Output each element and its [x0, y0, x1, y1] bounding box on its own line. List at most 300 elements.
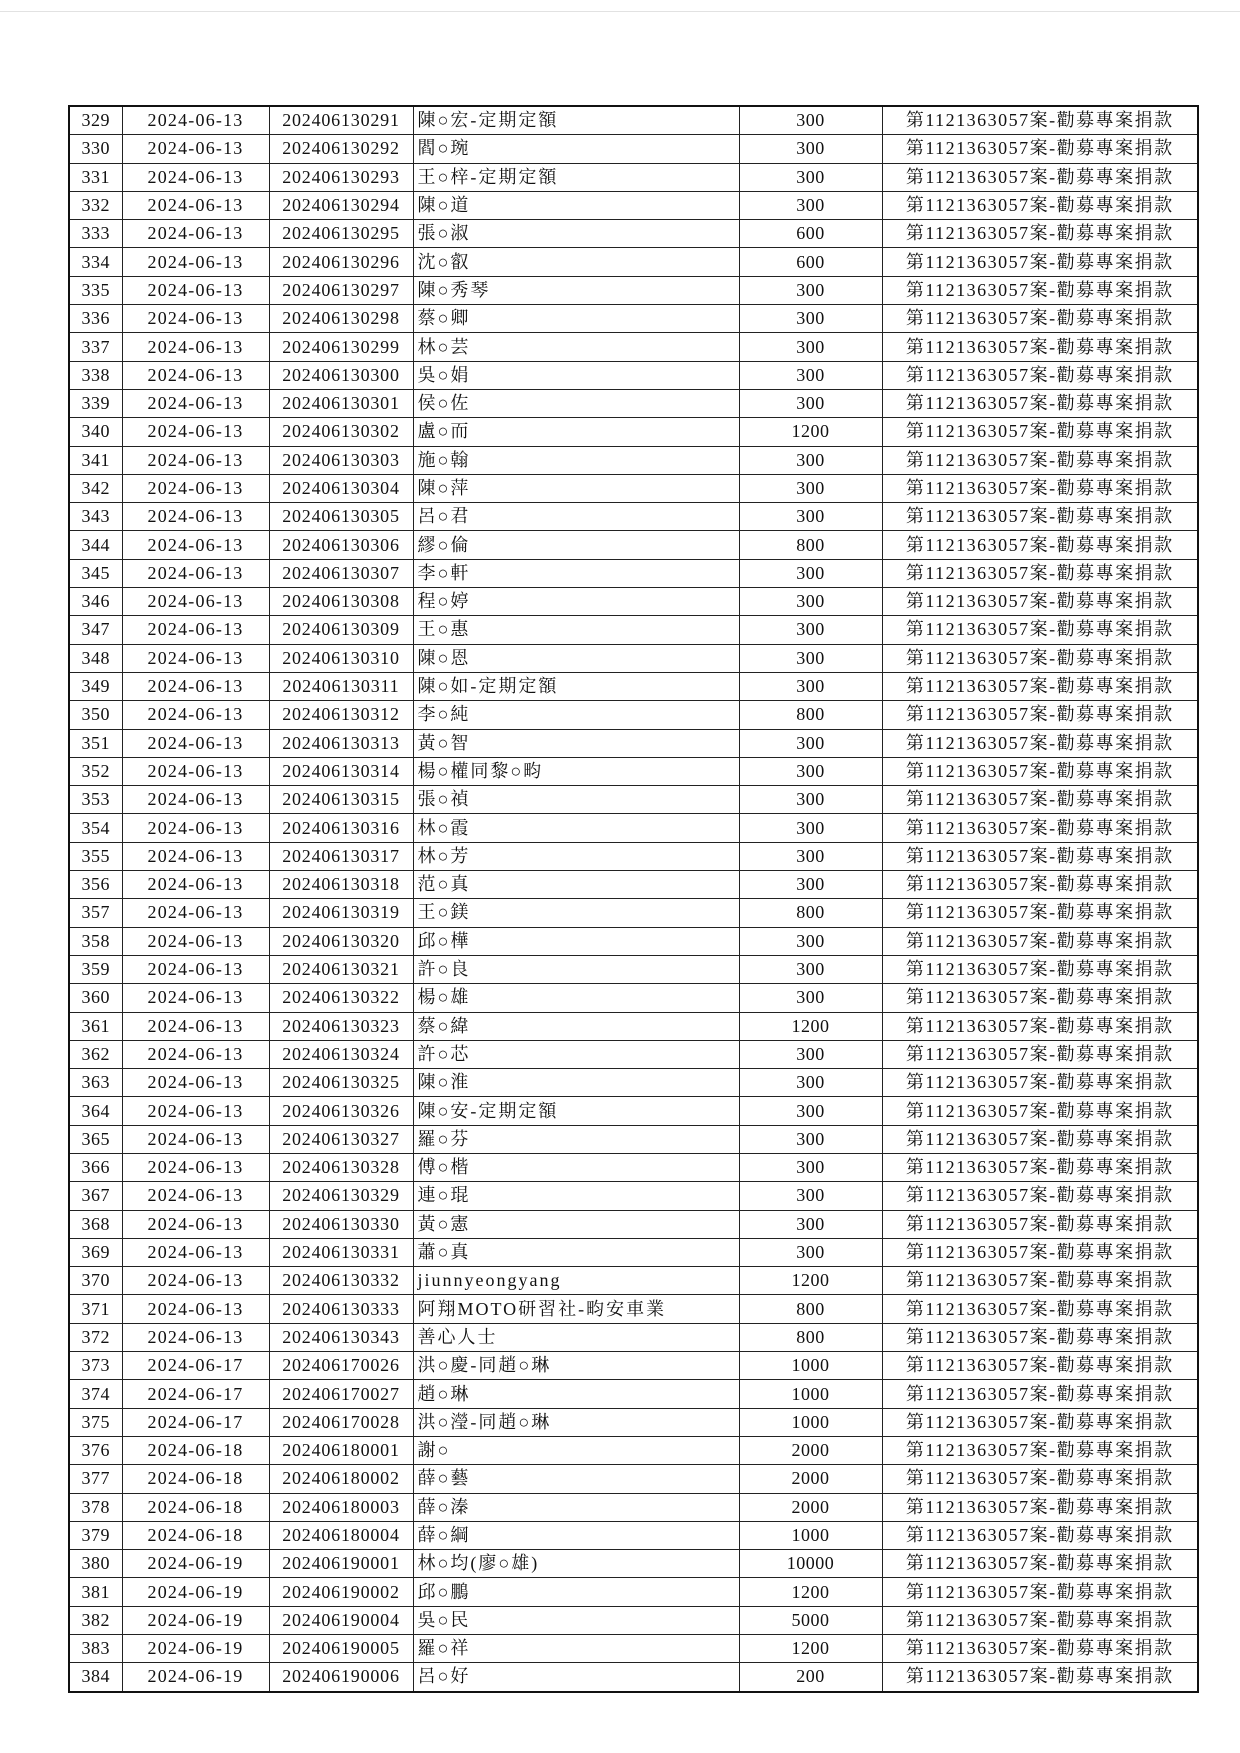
table-row — [69, 531, 1198, 559]
table-row — [69, 1182, 1198, 1210]
table-row — [69, 616, 1198, 644]
cell-purpose: 第1121363057案-勸募專案捐款 — [882, 644, 1198, 672]
cell-date: 2024-06-13 — [122, 305, 269, 333]
cell-receipt-no: 202406130301 — [269, 389, 413, 417]
cell-no: 338 — [69, 361, 122, 389]
table-row — [69, 1210, 1198, 1238]
cell-receipt-no: 202406170027 — [269, 1380, 413, 1408]
table-row — [69, 220, 1198, 248]
cell-receipt-no: 202406130317 — [269, 842, 413, 870]
table-row — [69, 1606, 1198, 1634]
cell-receipt-no: 202406130291 — [269, 106, 413, 135]
cell-date: 2024-06-13 — [122, 474, 269, 502]
cell-purpose: 第1121363057案-勸募專案捐款 — [882, 842, 1198, 870]
cell-purpose: 第1121363057案-勸募專案捐款 — [882, 588, 1198, 616]
cell-no: 371 — [69, 1295, 122, 1323]
cell-receipt-no: 202406170028 — [269, 1408, 413, 1436]
table-row — [69, 814, 1198, 842]
cell-no: 332 — [69, 191, 122, 219]
table-row — [69, 106, 1198, 135]
table-row — [69, 1097, 1198, 1125]
cell-purpose: 第1121363057案-勸募專案捐款 — [882, 1606, 1198, 1634]
table-row — [69, 984, 1198, 1012]
cell-no: 331 — [69, 163, 122, 191]
cell-receipt-no: 202406130326 — [269, 1097, 413, 1125]
cell-donor-name: 沈○叡 — [413, 248, 739, 276]
cell-date: 2024-06-13 — [122, 786, 269, 814]
cell-donor-name: 陳○道 — [413, 191, 739, 219]
cell-purpose: 第1121363057案-勸募專案捐款 — [882, 191, 1198, 219]
cell-receipt-no: 202406130329 — [269, 1182, 413, 1210]
cell-amount: 1000 — [739, 1521, 882, 1549]
cell-donor-name: 蔡○緯 — [413, 1012, 739, 1040]
cell-donor-name: 侯○佐 — [413, 389, 739, 417]
cell-amount: 800 — [739, 531, 882, 559]
cell-amount: 2000 — [739, 1493, 882, 1521]
cell-no: 372 — [69, 1323, 122, 1351]
table-row — [69, 1578, 1198, 1606]
cell-date: 2024-06-17 — [122, 1352, 269, 1380]
cell-date: 2024-06-13 — [122, 899, 269, 927]
cell-no: 375 — [69, 1408, 122, 1436]
cell-donor-name: 呂○君 — [413, 503, 739, 531]
cell-purpose: 第1121363057案-勸募專案捐款 — [882, 474, 1198, 502]
cell-donor-name: 薛○綱 — [413, 1521, 739, 1549]
cell-donor-name: 閻○琬 — [413, 135, 739, 163]
scan-edge-line — [0, 11, 1240, 12]
cell-amount: 300 — [739, 1238, 882, 1266]
cell-amount: 2000 — [739, 1436, 882, 1464]
cell-receipt-no: 202406130312 — [269, 701, 413, 729]
cell-purpose: 第1121363057案-勸募專案捐款 — [882, 361, 1198, 389]
table-row — [69, 899, 1198, 927]
cell-donor-name: 許○芯 — [413, 1040, 739, 1068]
cell-date: 2024-06-13 — [122, 1125, 269, 1153]
cell-amount: 300 — [739, 1097, 882, 1125]
cell-receipt-no: 202406190002 — [269, 1578, 413, 1606]
cell-amount: 300 — [739, 474, 882, 502]
cell-date: 2024-06-13 — [122, 446, 269, 474]
cell-date: 2024-06-13 — [122, 1012, 269, 1040]
cell-donor-name: 傅○楷 — [413, 1153, 739, 1181]
cell-no: 366 — [69, 1153, 122, 1181]
cell-receipt-no: 202406130311 — [269, 672, 413, 700]
table-row — [69, 786, 1198, 814]
table-row — [69, 842, 1198, 870]
cell-no: 380 — [69, 1550, 122, 1578]
cell-no: 384 — [69, 1663, 122, 1692]
cell-donor-name: 黃○智 — [413, 729, 739, 757]
cell-no: 334 — [69, 248, 122, 276]
cell-date: 2024-06-13 — [122, 276, 269, 304]
cell-date: 2024-06-13 — [122, 757, 269, 785]
cell-purpose: 第1121363057案-勸募專案捐款 — [882, 106, 1198, 135]
cell-receipt-no: 202406130333 — [269, 1295, 413, 1323]
cell-purpose: 第1121363057案-勸募專案捐款 — [882, 305, 1198, 333]
cell-date: 2024-06-13 — [122, 1069, 269, 1097]
table-row — [69, 333, 1198, 361]
cell-receipt-no: 202406130309 — [269, 616, 413, 644]
cell-purpose: 第1121363057案-勸募專案捐款 — [882, 955, 1198, 983]
cell-date: 2024-06-13 — [122, 559, 269, 587]
cell-no: 357 — [69, 899, 122, 927]
cell-amount: 300 — [739, 1182, 882, 1210]
cell-purpose: 第1121363057案-勸募專案捐款 — [882, 333, 1198, 361]
cell-date: 2024-06-13 — [122, 1153, 269, 1181]
cell-purpose: 第1121363057案-勸募專案捐款 — [882, 1267, 1198, 1295]
cell-receipt-no: 202406130304 — [269, 474, 413, 502]
cell-purpose: 第1121363057案-勸募專案捐款 — [882, 757, 1198, 785]
cell-amount: 300 — [739, 333, 882, 361]
cell-donor-name: 薛○藝 — [413, 1465, 739, 1493]
cell-date: 2024-06-18 — [122, 1465, 269, 1493]
cell-purpose: 第1121363057案-勸募專案捐款 — [882, 672, 1198, 700]
table-row — [69, 446, 1198, 474]
cell-donor-name: 羅○祥 — [413, 1635, 739, 1663]
cell-date: 2024-06-18 — [122, 1521, 269, 1549]
table-row — [69, 1521, 1198, 1549]
cell-date: 2024-06-13 — [122, 1295, 269, 1323]
cell-no: 344 — [69, 531, 122, 559]
cell-donor-name: jiunnyeongyang — [413, 1267, 739, 1295]
cell-date: 2024-06-19 — [122, 1663, 269, 1692]
cell-purpose: 第1121363057案-勸募專案捐款 — [882, 871, 1198, 899]
cell-date: 2024-06-13 — [122, 1323, 269, 1351]
cell-amount: 300 — [739, 814, 882, 842]
cell-amount: 300 — [739, 305, 882, 333]
cell-no: 345 — [69, 559, 122, 587]
cell-date: 2024-06-13 — [122, 1040, 269, 1068]
cell-date: 2024-06-13 — [122, 389, 269, 417]
cell-date: 2024-06-19 — [122, 1606, 269, 1634]
cell-amount: 1000 — [739, 1380, 882, 1408]
cell-donor-name: 呂○好 — [413, 1663, 739, 1692]
cell-no: 360 — [69, 984, 122, 1012]
donation-table — [68, 105, 1199, 1693]
cell-no: 369 — [69, 1238, 122, 1266]
table-row — [69, 955, 1198, 983]
cell-date: 2024-06-13 — [122, 984, 269, 1012]
cell-amount: 300 — [739, 135, 882, 163]
cell-donor-name: 陳○如-定期定額 — [413, 672, 739, 700]
cell-date: 2024-06-17 — [122, 1380, 269, 1408]
cell-amount: 1000 — [739, 1408, 882, 1436]
cell-date: 2024-06-13 — [122, 1182, 269, 1210]
cell-no: 383 — [69, 1635, 122, 1663]
table-row — [69, 305, 1198, 333]
cell-amount: 1200 — [739, 1578, 882, 1606]
table-row — [69, 1295, 1198, 1323]
cell-receipt-no: 202406130310 — [269, 644, 413, 672]
cell-receipt-no: 202406130302 — [269, 418, 413, 446]
cell-date: 2024-06-19 — [122, 1578, 269, 1606]
table-row — [69, 1635, 1198, 1663]
table-row — [69, 644, 1198, 672]
cell-no: 333 — [69, 220, 122, 248]
cell-no: 336 — [69, 305, 122, 333]
cell-purpose: 第1121363057案-勸募專案捐款 — [882, 1352, 1198, 1380]
cell-no: 381 — [69, 1578, 122, 1606]
cell-amount: 1000 — [739, 1352, 882, 1380]
cell-amount: 300 — [739, 1069, 882, 1097]
cell-donor-name: 盧○而 — [413, 418, 739, 446]
cell-receipt-no: 202406180002 — [269, 1465, 413, 1493]
cell-purpose: 第1121363057案-勸募專案捐款 — [882, 1238, 1198, 1266]
cell-purpose: 第1121363057案-勸募專案捐款 — [882, 984, 1198, 1012]
cell-no: 343 — [69, 503, 122, 531]
cell-date: 2024-06-13 — [122, 1097, 269, 1125]
cell-no: 359 — [69, 955, 122, 983]
cell-donor-name: 李○軒 — [413, 559, 739, 587]
cell-donor-name: 楊○權同黎○畇 — [413, 757, 739, 785]
cell-date: 2024-06-13 — [122, 135, 269, 163]
cell-donor-name: 蔡○卿 — [413, 305, 739, 333]
table-row — [69, 588, 1198, 616]
cell-receipt-no: 202406130299 — [269, 333, 413, 361]
cell-purpose: 第1121363057案-勸募專案捐款 — [882, 927, 1198, 955]
cell-amount: 1200 — [739, 418, 882, 446]
cell-purpose: 第1121363057案-勸募專案捐款 — [882, 1635, 1198, 1663]
cell-purpose: 第1121363057案-勸募專案捐款 — [882, 1493, 1198, 1521]
cell-purpose: 第1121363057案-勸募專案捐款 — [882, 531, 1198, 559]
cell-donor-name: 程○婷 — [413, 588, 739, 616]
cell-receipt-no: 202406130318 — [269, 871, 413, 899]
cell-donor-name: 林○均(廖○雄) — [413, 1550, 739, 1578]
cell-receipt-no: 202406130298 — [269, 305, 413, 333]
cell-receipt-no: 202406170026 — [269, 1352, 413, 1380]
cell-no: 376 — [69, 1436, 122, 1464]
cell-no: 341 — [69, 446, 122, 474]
cell-purpose: 第1121363057案-勸募專案捐款 — [882, 1012, 1198, 1040]
cell-purpose: 第1121363057案-勸募專案捐款 — [882, 616, 1198, 644]
cell-donor-name: 林○芸 — [413, 333, 739, 361]
cell-date: 2024-06-18 — [122, 1436, 269, 1464]
cell-receipt-no: 202406180001 — [269, 1436, 413, 1464]
cell-donor-name: 林○芳 — [413, 842, 739, 870]
cell-receipt-no: 202406180004 — [269, 1521, 413, 1549]
cell-donor-name: 王○梓-定期定額 — [413, 163, 739, 191]
cell-amount: 300 — [739, 729, 882, 757]
table-row — [69, 1238, 1198, 1266]
cell-donor-name: 羅○芬 — [413, 1125, 739, 1153]
cell-date: 2024-06-13 — [122, 220, 269, 248]
cell-date: 2024-06-17 — [122, 1408, 269, 1436]
cell-donor-name: 吳○娟 — [413, 361, 739, 389]
table-row — [69, 191, 1198, 219]
cell-receipt-no: 202406130295 — [269, 220, 413, 248]
cell-receipt-no: 202406190005 — [269, 1635, 413, 1663]
cell-donor-name: 陳○萍 — [413, 474, 739, 502]
cell-date: 2024-06-13 — [122, 701, 269, 729]
cell-amount: 5000 — [739, 1606, 882, 1634]
cell-purpose: 第1121363057案-勸募專案捐款 — [882, 1550, 1198, 1578]
cell-amount: 1200 — [739, 1012, 882, 1040]
cell-no: 365 — [69, 1125, 122, 1153]
cell-no: 377 — [69, 1465, 122, 1493]
cell-amount: 1200 — [739, 1635, 882, 1663]
cell-donor-name: 洪○慶-同趙○琳 — [413, 1352, 739, 1380]
table-row — [69, 871, 1198, 899]
cell-date: 2024-06-13 — [122, 248, 269, 276]
cell-purpose: 第1121363057案-勸募專案捐款 — [882, 503, 1198, 531]
table-row — [69, 361, 1198, 389]
cell-donor-name: 王○鎂 — [413, 899, 739, 927]
table-row — [69, 1323, 1198, 1351]
cell-amount: 300 — [739, 1210, 882, 1238]
cell-amount: 300 — [739, 276, 882, 304]
cell-receipt-no: 202406130343 — [269, 1323, 413, 1351]
cell-purpose: 第1121363057案-勸募專案捐款 — [882, 418, 1198, 446]
cell-date: 2024-06-13 — [122, 1238, 269, 1266]
table-row — [69, 1493, 1198, 1521]
table-row — [69, 672, 1198, 700]
cell-no: 340 — [69, 418, 122, 446]
table-row — [69, 757, 1198, 785]
table-row — [69, 1267, 1198, 1295]
cell-date: 2024-06-13 — [122, 672, 269, 700]
cell-purpose: 第1121363057案-勸募專案捐款 — [882, 135, 1198, 163]
cell-purpose: 第1121363057案-勸募專案捐款 — [882, 1182, 1198, 1210]
cell-donor-name: 張○淑 — [413, 220, 739, 248]
cell-purpose: 第1121363057案-勸募專案捐款 — [882, 1578, 1198, 1606]
cell-receipt-no: 202406130321 — [269, 955, 413, 983]
cell-amount: 300 — [739, 191, 882, 219]
table-row — [69, 1012, 1198, 1040]
cell-donor-name: 王○惠 — [413, 616, 739, 644]
cell-date: 2024-06-18 — [122, 1493, 269, 1521]
cell-amount: 300 — [739, 1153, 882, 1181]
cell-purpose: 第1121363057案-勸募專案捐款 — [882, 1295, 1198, 1323]
cell-donor-name: 陳○恩 — [413, 644, 739, 672]
cell-no: 363 — [69, 1069, 122, 1097]
cell-donor-name: 張○禎 — [413, 786, 739, 814]
cell-purpose: 第1121363057案-勸募專案捐款 — [882, 729, 1198, 757]
cell-amount: 300 — [739, 842, 882, 870]
cell-amount: 300 — [739, 503, 882, 531]
cell-no: 364 — [69, 1097, 122, 1125]
cell-receipt-no: 202406130303 — [269, 446, 413, 474]
cell-receipt-no: 202406130325 — [269, 1069, 413, 1097]
cell-receipt-no: 202406130306 — [269, 531, 413, 559]
cell-date: 2024-06-13 — [122, 191, 269, 219]
cell-receipt-no: 202406130294 — [269, 191, 413, 219]
cell-date: 2024-06-13 — [122, 163, 269, 191]
cell-amount: 200 — [739, 1663, 882, 1692]
cell-receipt-no: 202406190006 — [269, 1663, 413, 1692]
cell-no: 349 — [69, 672, 122, 700]
table-row — [69, 1352, 1198, 1380]
cell-amount: 300 — [739, 927, 882, 955]
table-row — [69, 276, 1198, 304]
cell-date: 2024-06-13 — [122, 1267, 269, 1295]
cell-purpose: 第1121363057案-勸募專案捐款 — [882, 1125, 1198, 1153]
cell-purpose: 第1121363057案-勸募專案捐款 — [882, 1521, 1198, 1549]
cell-receipt-no: 202406190004 — [269, 1606, 413, 1634]
table-row — [69, 503, 1198, 531]
cell-receipt-no: 202406130292 — [269, 135, 413, 163]
cell-no: 370 — [69, 1267, 122, 1295]
cell-amount: 300 — [739, 786, 882, 814]
cell-date: 2024-06-13 — [122, 588, 269, 616]
cell-amount: 2000 — [739, 1465, 882, 1493]
cell-receipt-no: 202406130324 — [269, 1040, 413, 1068]
cell-date: 2024-06-13 — [122, 955, 269, 983]
table-row — [69, 248, 1198, 276]
cell-purpose: 第1121363057案-勸募專案捐款 — [882, 1069, 1198, 1097]
cell-donor-name: 連○琨 — [413, 1182, 739, 1210]
table-row — [69, 418, 1198, 446]
cell-amount: 300 — [739, 1040, 882, 1068]
cell-purpose: 第1121363057案-勸募專案捐款 — [882, 786, 1198, 814]
cell-purpose: 第1121363057案-勸募專案捐款 — [882, 248, 1198, 276]
table-row — [69, 1550, 1198, 1578]
cell-donor-name: 楊○雄 — [413, 984, 739, 1012]
cell-receipt-no: 202406130327 — [269, 1125, 413, 1153]
cell-donor-name: 陳○淮 — [413, 1069, 739, 1097]
cell-donor-name: 吳○民 — [413, 1606, 739, 1634]
cell-donor-name: 蕭○真 — [413, 1238, 739, 1266]
table-row — [69, 1040, 1198, 1068]
cell-amount: 800 — [739, 701, 882, 729]
cell-no: 329 — [69, 106, 122, 135]
cell-amount: 600 — [739, 220, 882, 248]
cell-date: 2024-06-13 — [122, 644, 269, 672]
cell-amount: 1200 — [739, 1267, 882, 1295]
table-row — [69, 1408, 1198, 1436]
cell-receipt-no: 202406130308 — [269, 588, 413, 616]
cell-no: 342 — [69, 474, 122, 502]
cell-donor-name: 陳○安-定期定額 — [413, 1097, 739, 1125]
cell-amount: 300 — [739, 1125, 882, 1153]
table-row — [69, 927, 1198, 955]
cell-purpose: 第1121363057案-勸募專案捐款 — [882, 389, 1198, 417]
cell-receipt-no: 202406130332 — [269, 1267, 413, 1295]
table-row — [69, 1380, 1198, 1408]
cell-amount: 300 — [739, 757, 882, 785]
cell-no: 346 — [69, 588, 122, 616]
cell-donor-name: 謝○ — [413, 1436, 739, 1464]
cell-no: 358 — [69, 927, 122, 955]
cell-donor-name: 趙○琳 — [413, 1380, 739, 1408]
cell-donor-name: 邱○鵬 — [413, 1578, 739, 1606]
cell-receipt-no: 202406130319 — [269, 899, 413, 927]
cell-date: 2024-06-13 — [122, 503, 269, 531]
cell-date: 2024-06-13 — [122, 814, 269, 842]
table-row — [69, 1125, 1198, 1153]
cell-no: 347 — [69, 616, 122, 644]
cell-date: 2024-06-19 — [122, 1635, 269, 1663]
cell-date: 2024-06-13 — [122, 927, 269, 955]
cell-no: 355 — [69, 842, 122, 870]
cell-purpose: 第1121363057案-勸募專案捐款 — [882, 1465, 1198, 1493]
cell-no: 379 — [69, 1521, 122, 1549]
cell-receipt-no: 202406130313 — [269, 729, 413, 757]
cell-purpose: 第1121363057案-勸募專案捐款 — [882, 1408, 1198, 1436]
cell-donor-name: 薛○溱 — [413, 1493, 739, 1521]
table-row — [69, 729, 1198, 757]
cell-no: 335 — [69, 276, 122, 304]
cell-purpose: 第1121363057案-勸募專案捐款 — [882, 446, 1198, 474]
cell-no: 356 — [69, 871, 122, 899]
cell-purpose: 第1121363057案-勸募專案捐款 — [882, 220, 1198, 248]
cell-no: 351 — [69, 729, 122, 757]
cell-no: 373 — [69, 1352, 122, 1380]
cell-purpose: 第1121363057案-勸募專案捐款 — [882, 701, 1198, 729]
cell-no: 339 — [69, 389, 122, 417]
cell-receipt-no: 202406130305 — [269, 503, 413, 531]
cell-purpose: 第1121363057案-勸募專案捐款 — [882, 1153, 1198, 1181]
cell-receipt-no: 202406130320 — [269, 927, 413, 955]
